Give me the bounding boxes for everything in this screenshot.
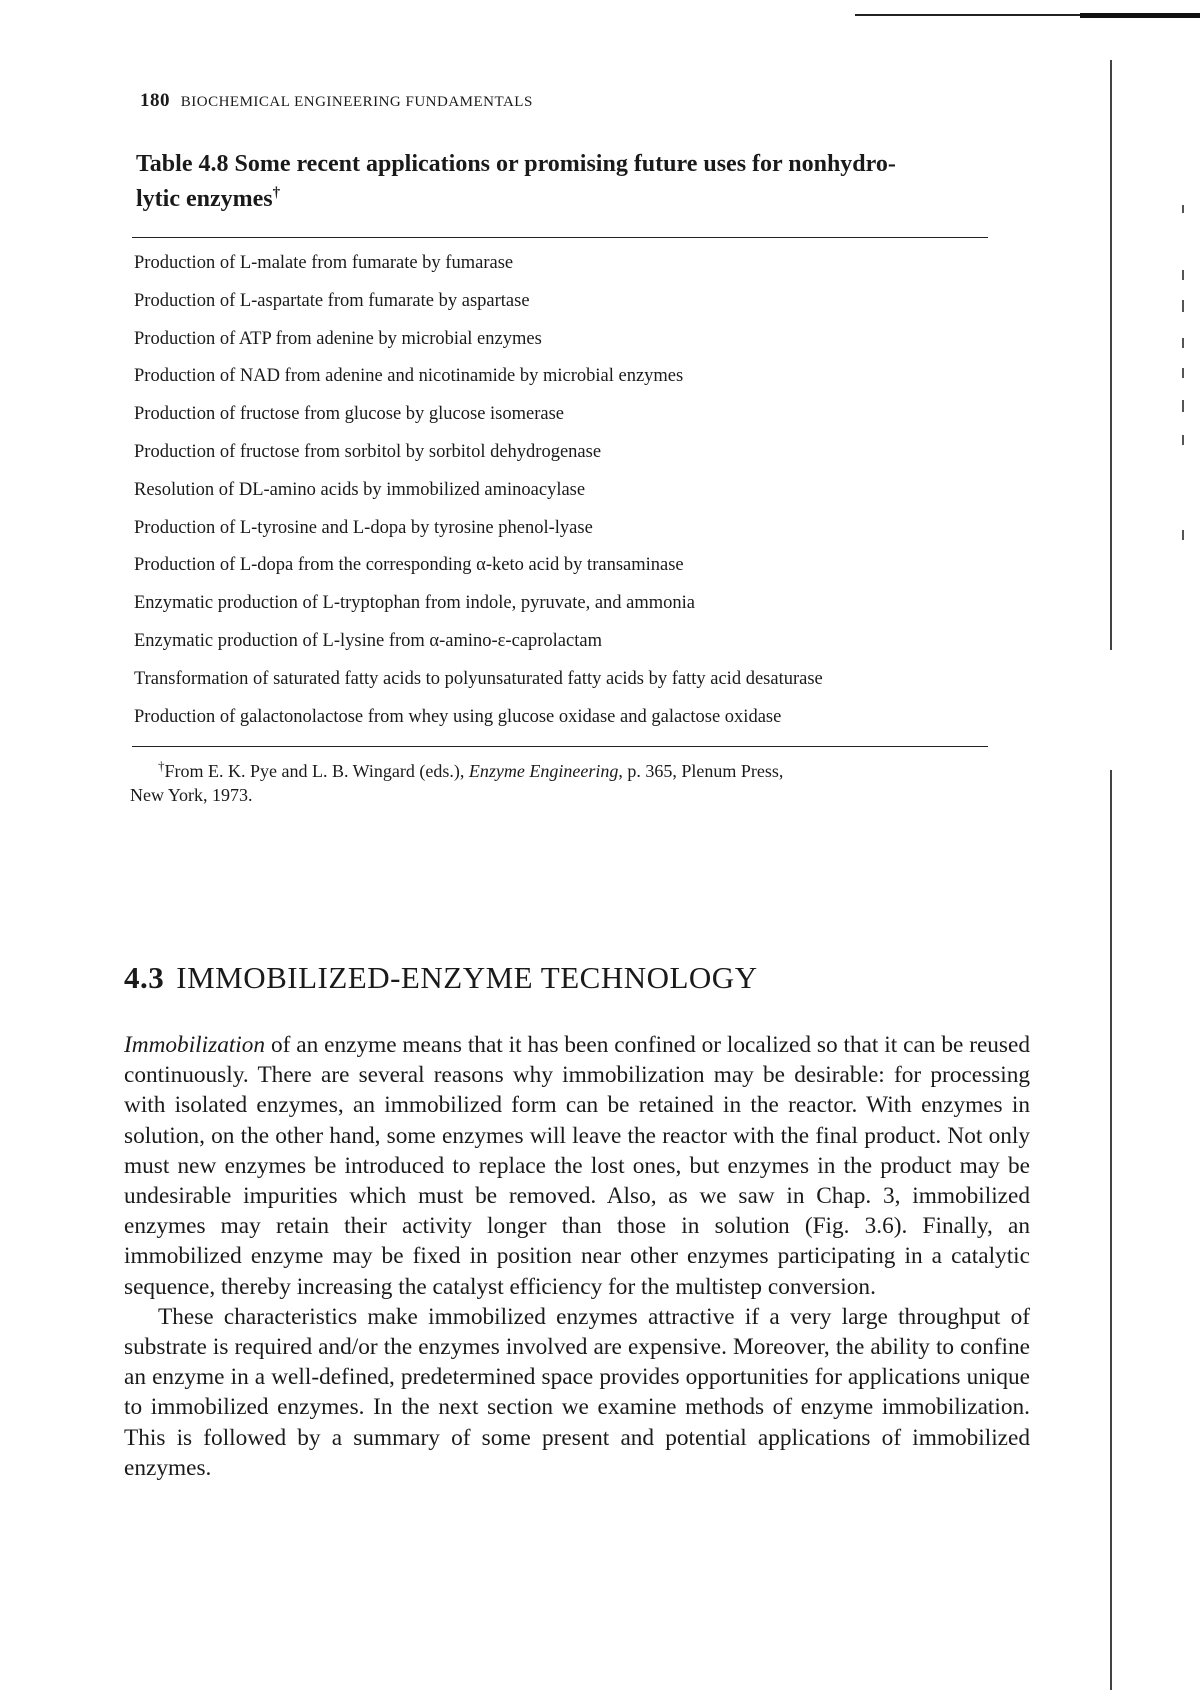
margin-mark xyxy=(1182,368,1184,378)
running-header xyxy=(140,90,533,112)
table-row: Production of L-dopa from the corresponding α-keto acid by transaminase xyxy=(134,555,684,576)
footnote-line-2: New York, 1973. xyxy=(130,785,253,805)
section-heading xyxy=(124,960,758,996)
table-bottom-rule xyxy=(132,746,988,747)
footnote-dagger: † xyxy=(158,758,165,773)
table-row: Resolution of DL-amino acids by immobilized aminoacylase xyxy=(134,479,586,500)
section-number: 4.3 xyxy=(124,960,165,995)
table-footnote xyxy=(130,754,990,807)
section-body xyxy=(124,1030,1030,1483)
margin-mark xyxy=(1182,435,1184,445)
table-row: Production of fructose from sorbitol by sorbitol dehydrogenase xyxy=(134,441,602,462)
table-row: Production of L-tyrosine and L-dopa by tyrosine phenol-lyase xyxy=(134,517,593,538)
defined-term: Immobilization xyxy=(124,1032,266,1058)
margin-mark xyxy=(1182,338,1184,348)
table-body xyxy=(134,245,994,736)
footnote-line-1 xyxy=(130,754,990,783)
table-caption-line-1: Table 4.8 Some recent applications or promising future uses for nonhydro- xyxy=(136,151,896,177)
table-caption xyxy=(136,150,996,214)
table-row: Production of fructose from glucose by glucose isomerase xyxy=(134,404,565,425)
binding-shadow-upper xyxy=(1110,60,1112,650)
page-number: 180 xyxy=(140,90,170,111)
table-row: Production of L-aspartate from fumarate by aspartase xyxy=(134,290,530,311)
table-row: Production of galactonolactose from whey using glucose oxidase and galactose oxidase xyxy=(134,706,782,727)
margin-mark xyxy=(1182,205,1184,213)
table-row: Production of ATP from adenine by microbial enzymes xyxy=(134,328,542,349)
table-top-rule xyxy=(132,237,988,238)
table-row: Enzymatic production of L-lysine from α-amino-ε-caprolactam xyxy=(134,630,602,651)
footnote-source-title: Enzyme Engineering xyxy=(468,761,619,781)
paragraph-text: of an enzyme means that it has been confined or localized so that it can be reused continuously. There are several reasons why immobilization may be desirable: for processing with isolated enzymes, an immobilized form can be retained in the reactor. With enzymes in solution, on the other hand, some enzymes will leave the reactor with the final product. Not only must new enzymes be introduced to replace the lost ones, but enzymes in the product may be undesirable impurities which must be removed. Also, as we saw in Chap. 3, immobilized enzymes may retain their activity longer than those in solution (Fig. 3.6). Finally, an immobilized enzyme may be fixed in position near other enzymes participating in a catalytic sequence, thereby increasing the catalyst efficiency for the multistep conversion. xyxy=(124,1032,1030,1300)
margin-mark xyxy=(1182,400,1184,412)
margin-mark xyxy=(1182,270,1184,280)
margin-mark xyxy=(1182,300,1184,312)
caption-dagger: † xyxy=(272,185,281,201)
footnote-text: From E. K. Pye and L. B. Wingard (eds.), xyxy=(164,761,469,781)
table-row: Production of L-malate from fumarate by fumarase xyxy=(134,253,514,273)
margin-mark xyxy=(1182,530,1184,540)
table-caption-line-2: lytic enzymes xyxy=(136,186,273,212)
table-row: Enzymatic production of L-tryptophan from indole, pyruvate, and ammonia xyxy=(134,593,696,614)
binding-shadow-lower xyxy=(1110,770,1112,1690)
section-title: IMMOBILIZED-ENZYME TECHNOLOGY xyxy=(176,960,758,995)
paragraph xyxy=(124,1030,1030,1302)
table-row: Transformation of saturated fatty acids to polyunsaturated fatty acids by fatty acid desaturase xyxy=(134,668,823,689)
footnote-text-after: , p. 365, Plenum Press, xyxy=(618,761,784,781)
scan-edge-rule-thick xyxy=(1080,13,1200,18)
running-title: BIOCHEMICAL ENGINEERING FUNDAMENTALS xyxy=(180,94,533,110)
table-row: Production of NAD from adenine and nicotinamide by microbial enzymes xyxy=(134,366,684,387)
paragraph: These characteristics make immobilized enzymes attractive if a very large throughput of substrate is required and/or the enzymes involved are expensive. Moreover, the ability to confine an enzyme in a well-defined, predetermined space provides opportunities for applications unique to immobilized enzymes. In the next section we examine methods of enzyme immobilization. This is followed by a summary of some present and potential applications of immobilized enzymes. xyxy=(124,1303,1030,1481)
